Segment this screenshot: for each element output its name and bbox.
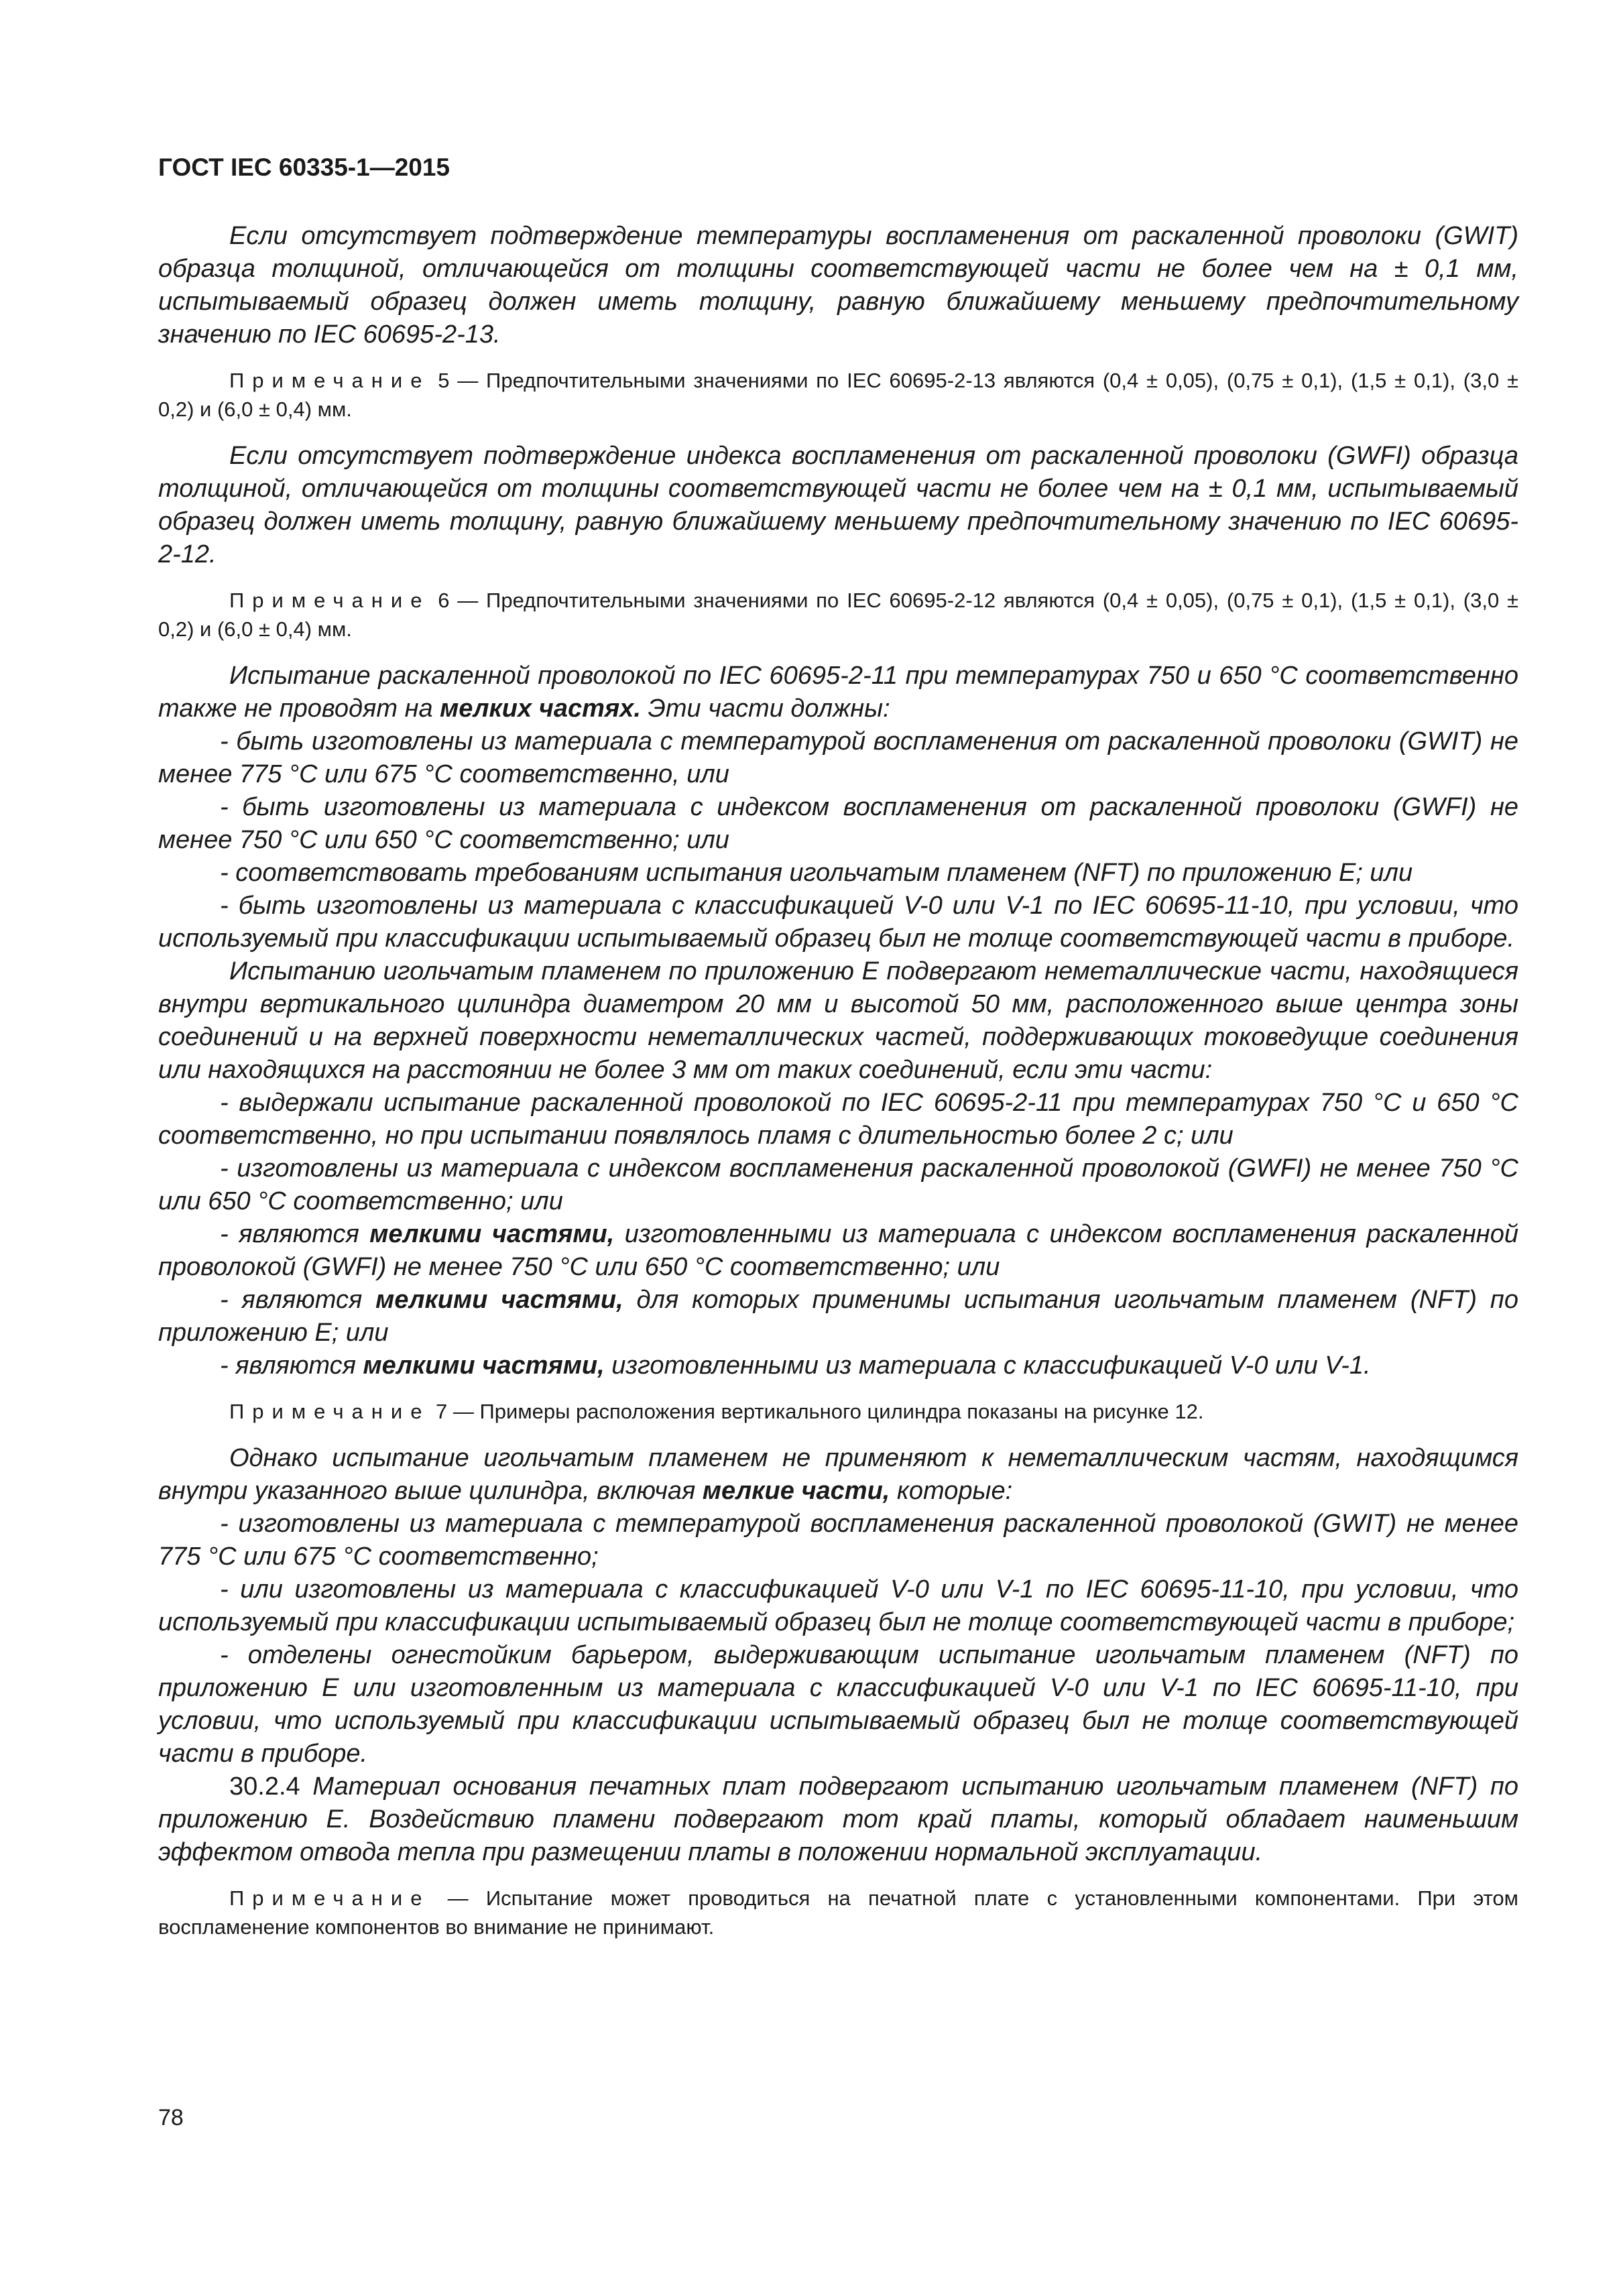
note-7: [158, 1397, 1518, 1426]
text-run: изготовленными из материала с индексом воспламенения раскаленной проволокой (GWFI) не менее 750 °С или 650 °С соответственно; или: [158, 1220, 1518, 1281]
note-text: 7 — Примеры расположения вертикального цилиндра показаны на рисунке 12.: [430, 1400, 1204, 1423]
note-label: Примечание: [229, 589, 430, 612]
text-run: Эти части должны:: [640, 694, 890, 723]
clause-number: 30.2.4: [229, 1772, 300, 1801]
paragraph-gwit-thickness: Если отсутствует подтверждение температуры воспламенения от раскаленной проволоки (GWIT) образца толщиной, отличающейся от толщины соответствующей части не более чем на ± 0,1 мм, испытываемый образец должен иметь толщину, равную ближайшему меньшему предпочтительному значению по IEC 60695-2-13.: [158, 222, 1518, 349]
note-label: Примечание: [229, 369, 430, 392]
note-label: Примечание: [229, 1400, 430, 1423]
text-run: Однако испытание игольчатым пламенем не применяют к неметаллическим частям, находящимся внутри указанного выше цилиндра, включая: [158, 1444, 1518, 1505]
note-final: [158, 1884, 1518, 1941]
note-text: — Испытание может проводиться на печатной плате с установленными компонентами. При этом воспламенение компонентов во внимание не принимают.: [158, 1886, 1518, 1939]
list-item: - выдержали испытание раскаленной проволокой по IEC 60695-2-11 при температурах 750 °С и 650 °С соответственно, но при испытании появлялось пламя с длительностью более 2 с; или: [158, 1089, 1518, 1150]
note-5: [158, 366, 1518, 424]
text-run: для которых применимы испытания игольчатым пламенем (NFT) по приложению E; или: [158, 1286, 1518, 1347]
list-item: [158, 1218, 1518, 1284]
note-6: [158, 586, 1518, 644]
paragraph-glow-wire-small-parts: [158, 660, 1518, 725]
clause-30-2-4: [158, 1770, 1518, 1869]
note-text: 5 — Предпочтительными значениями по IEC 60695-2-13 являются (0,4 ± 0,05), (0,75 ± 0,1), (1,5 ± 0,1), (3,0 ± 0,2) и (6,0 ± 0,4) мм.: [158, 369, 1518, 421]
list-item: - быть изготовлены из материала с температурой воспламенения от раскаленной проволоки (GWIT) не менее 775 °С или 675 °С соответственно, или: [158, 727, 1518, 788]
paragraph-needle-flame: Испытанию игольчатым пламенем по приложению E подвергают неметаллические части, находящиеся внутри вертикального цилиндра диаметром 20 мм и высотой 50 мм, расположенного выше центра зоны соединений и на верхней поверхности неметаллических частей, поддерживающих токоведущие соединения или находящихся на расстоянии не более 3 мм от таких соединений, если эти части:: [158, 957, 1518, 1084]
note-text: 6 — Предпочтительными значениями по IEC 60695-2-12 являются (0,4 ± 0,05), (0,75 ± 0,1), (1,5 ± 0,1), (3,0 ± 0,2) и (6,0 ± 0,4) мм.: [158, 589, 1518, 641]
term-small-parts: мелкие части,: [702, 1477, 890, 1505]
term-small-parts: мелкими частями,: [375, 1286, 623, 1314]
list-item: - соответствовать требованиям испытания игольчатым пламенем (NFT) по приложению E; или: [220, 859, 1413, 887]
text-run: - являются: [220, 1351, 363, 1380]
list-item: - изготовлены из материала с температурой воспламенения раскаленной проволокой (GWIT) не менее 775 °С или 675 °С соответственно;: [158, 1510, 1518, 1571]
paragraph-needle-flame-exceptions: [158, 1442, 1518, 1508]
text-run: - являются: [220, 1220, 370, 1248]
document-header: ГОСТ IEC 60335-1—2015: [158, 154, 450, 181]
paragraph-gwfi-thickness: Если отсутствует подтверждение индекса воспламенения от раскаленной проволоки (GWFI) образца толщиной, отличающейся от толщины соответствующей части не более чем на ± 0,1 мм, испытываемый образец должен иметь толщину, равную ближайшему меньшему предпочтительному значению по IEC 60695-2-12.: [158, 442, 1518, 568]
text-run: изготовленными из материала с классификацией V-0 или V-1.: [604, 1351, 1371, 1380]
page-number: 78: [158, 2105, 184, 2130]
term-small-parts: мелкими частями,: [369, 1220, 615, 1248]
term-small-parts: мелких частях.: [440, 694, 641, 723]
note-label: Примечание: [229, 1886, 430, 1910]
list-item: [158, 1349, 1518, 1382]
text-run: - являются: [220, 1286, 376, 1314]
text-run: Испытание раскаленной проволокой по IEC 60695-2-11 при температурах 750 и 650 °С соответственно также не проводят на: [158, 662, 1518, 723]
list-item: - быть изготовлены из материала с классификацией V-0 или V-1 по IEC 60695-11-10, при условии, что используемый при классификации испытываемый образец был не толще соответствующей части в приборе.: [158, 892, 1518, 953]
clause-text: Материал основания печатных плат подвергают испытанию игольчатым пламенем (NFT) по приложению E. Воздействию пламени подвергают тот край платы, который обладает наименьшим эффектом отвода тепла при размещении платы в положении нормальной эксплуатации.: [158, 1772, 1518, 1866]
list-item: - отделены огнестойким барьером, выдерживающим испытание игольчатым пламенем (NFT) по приложению E или изготовленным из материала с классификацией V-0 или V-1 по IEC 60695-11-10, при условии, что используемый при классификации испытываемый образец был не толще соответствующей части в приборе.: [158, 1641, 1518, 1768]
list-item: - изготовлены из материала с индексом воспламенения раскаленной проволокой (GWFI) не менее 750 °С или 650 °С соответственно; или: [158, 1154, 1518, 1215]
list-item: [158, 1284, 1518, 1349]
list-item: - или изготовлены из материала с классификацией V-0 или V-1 по IEC 60695-11-10, при условии, что используемый при классификации испытываемый образец был не толще соответствующей части в приборе;: [158, 1575, 1518, 1636]
text-run: которые:: [890, 1477, 1013, 1505]
term-small-parts: мелкими частями,: [363, 1351, 605, 1380]
list-item: - быть изготовлены из материала с индексом воспламенения от раскаленной проволоки (GWFI) не менее 750 °С или 650 °С соответственно; или: [158, 793, 1518, 854]
